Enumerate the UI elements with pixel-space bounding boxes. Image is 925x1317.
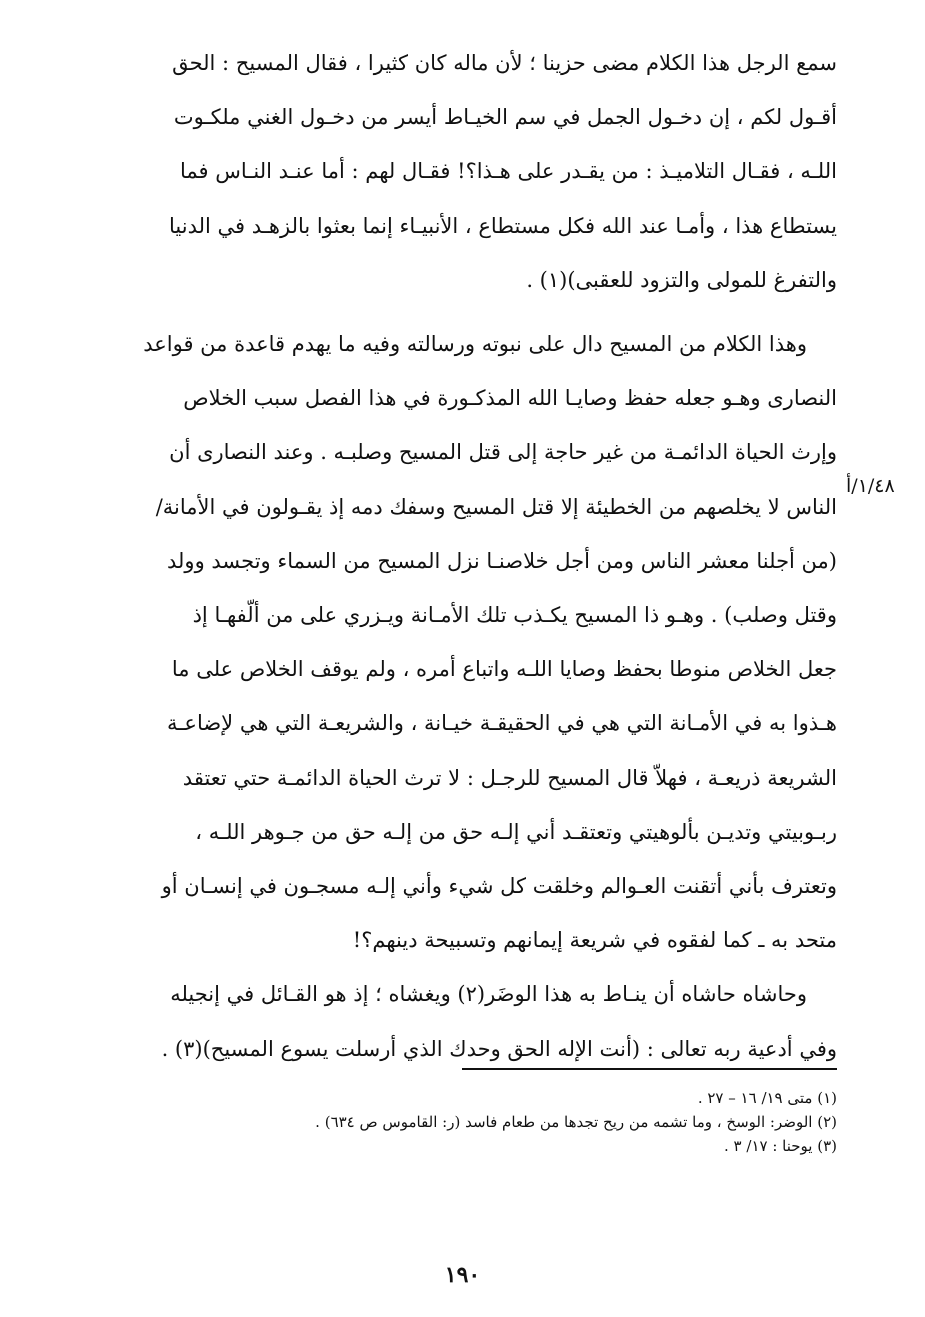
footnote-1: (١) متى ١٩/ ١٦ – ٢٧ .	[697, 1089, 837, 1107]
footnote-2: (٢) الوضر: الوسخ ، وما تشمه من ريح تجدها من طعام فاسد (ر: القاموس ص ٦٣٤) .	[315, 1113, 837, 1131]
paragraph-3	[92, 967, 837, 1075]
text-line: سمع الرجل هذا الكلام مضى حزينا ؛ لأن ماله كان كثيرا ، فقال المسيح : الحق	[172, 51, 837, 75]
text-line: وهذا الكلام من المسيح دال على نبوته ورسالته وفيه ما يهدم قاعدة من قواعد	[143, 332, 807, 357]
text-line: ربـوبيتي وتديـن بألوهيتي وتعتقـد أني إلـه حق من إلـه حق من جـوهر اللـه ،	[195, 819, 837, 844]
text-line: متحد به ـ كما لفقوه في شريعة إيمانهم وتسبيحة دينهم؟!	[352, 928, 837, 953]
text-line: وفي أدعية ربه تعالى : (أنت الإله الحق وحدك الذي أرسلت يسوع المسيح)(٣) .	[161, 1036, 837, 1061]
paragraph-2	[92, 317, 837, 967]
margin-manuscript-reference: ١/٤٨/أ	[846, 475, 895, 497]
text-line: يستطاع هذا ، وأمـا عند الله فكل مستطاع ، الأنبيـاء إنما بعثوا بالزهـد في الدنيا	[169, 213, 837, 238]
text-line: وقتل وصلب) . وهـو ذا المسيح يكـذب تلك الأمـانة ويـزري على من ألّفهـا إذ	[192, 603, 837, 628]
footnote-3: (٣) يوحنا : ١٧/ ٣ .	[724, 1137, 837, 1155]
text-line: وإرث الحياة الدائمـة من غير حاجة إلى قتل المسيح وصلبـه . وعند النصارى أن	[169, 440, 837, 465]
paragraph-1	[92, 36, 837, 307]
text-line: وحاشاه حاشاه أن ينـاط به هذا الوضَر(٢) ويغشاه ؛ إذ هو القـائل في إنجيله	[170, 982, 807, 1007]
page-number: ١٩٠	[444, 1262, 481, 1288]
footnotes	[150, 1086, 837, 1158]
text-line: اللـه ، فقـال التلاميـذ : من يقـدر على هـذا؟! فقـال لهم : أما عنـد النـاس فما	[179, 159, 837, 184]
text-line: جعل الخلاص منوطا بحفظ وصايا اللـه واتباع أمره ، ولم يوقف الخلاص على ما	[171, 657, 837, 682]
body-text	[92, 36, 837, 1076]
text-line: أقـول لكم ، إن دخـول الجمل في سم الخيـاط أيسر من دخـول الغني ملكـوت	[173, 105, 837, 130]
text-line: والتفرغ للمولى والتزود للعقبى)(١) .	[526, 267, 837, 292]
text-line: هـذوا به في الأمـانة التي هي في الحقيقـة خيـانة ، والشريعـة التي هي لإضاعـة	[167, 711, 837, 736]
footnote-separator	[462, 1068, 837, 1070]
text-line: الناس لا يخلصهم من الخطيئة إلا قتل المسيح وسفك دمه إذ يقـولون في الأمانة/	[155, 494, 837, 519]
text-line: (من أجلنا معشر الناس ومن أجل خلاصنـا نزل المسيح من السماء وتجسد وولد	[167, 548, 837, 573]
text-line: وتعترف بأني أتقنت العـوالم وخلقت كل شيء وأني إلـه مسجـون في إنسـان أو	[161, 874, 837, 899]
text-line: النصارى وهـو جعله حفظ وصايـا الله المذكـورة في هذا الفصل سبب الخلاص	[183, 386, 837, 411]
text-line: الشريعة ذريعـة ، فهلاّ قال المسيح للرجـل : لا ترث الحياة الدائمـة حتي تعتقد	[182, 765, 837, 790]
